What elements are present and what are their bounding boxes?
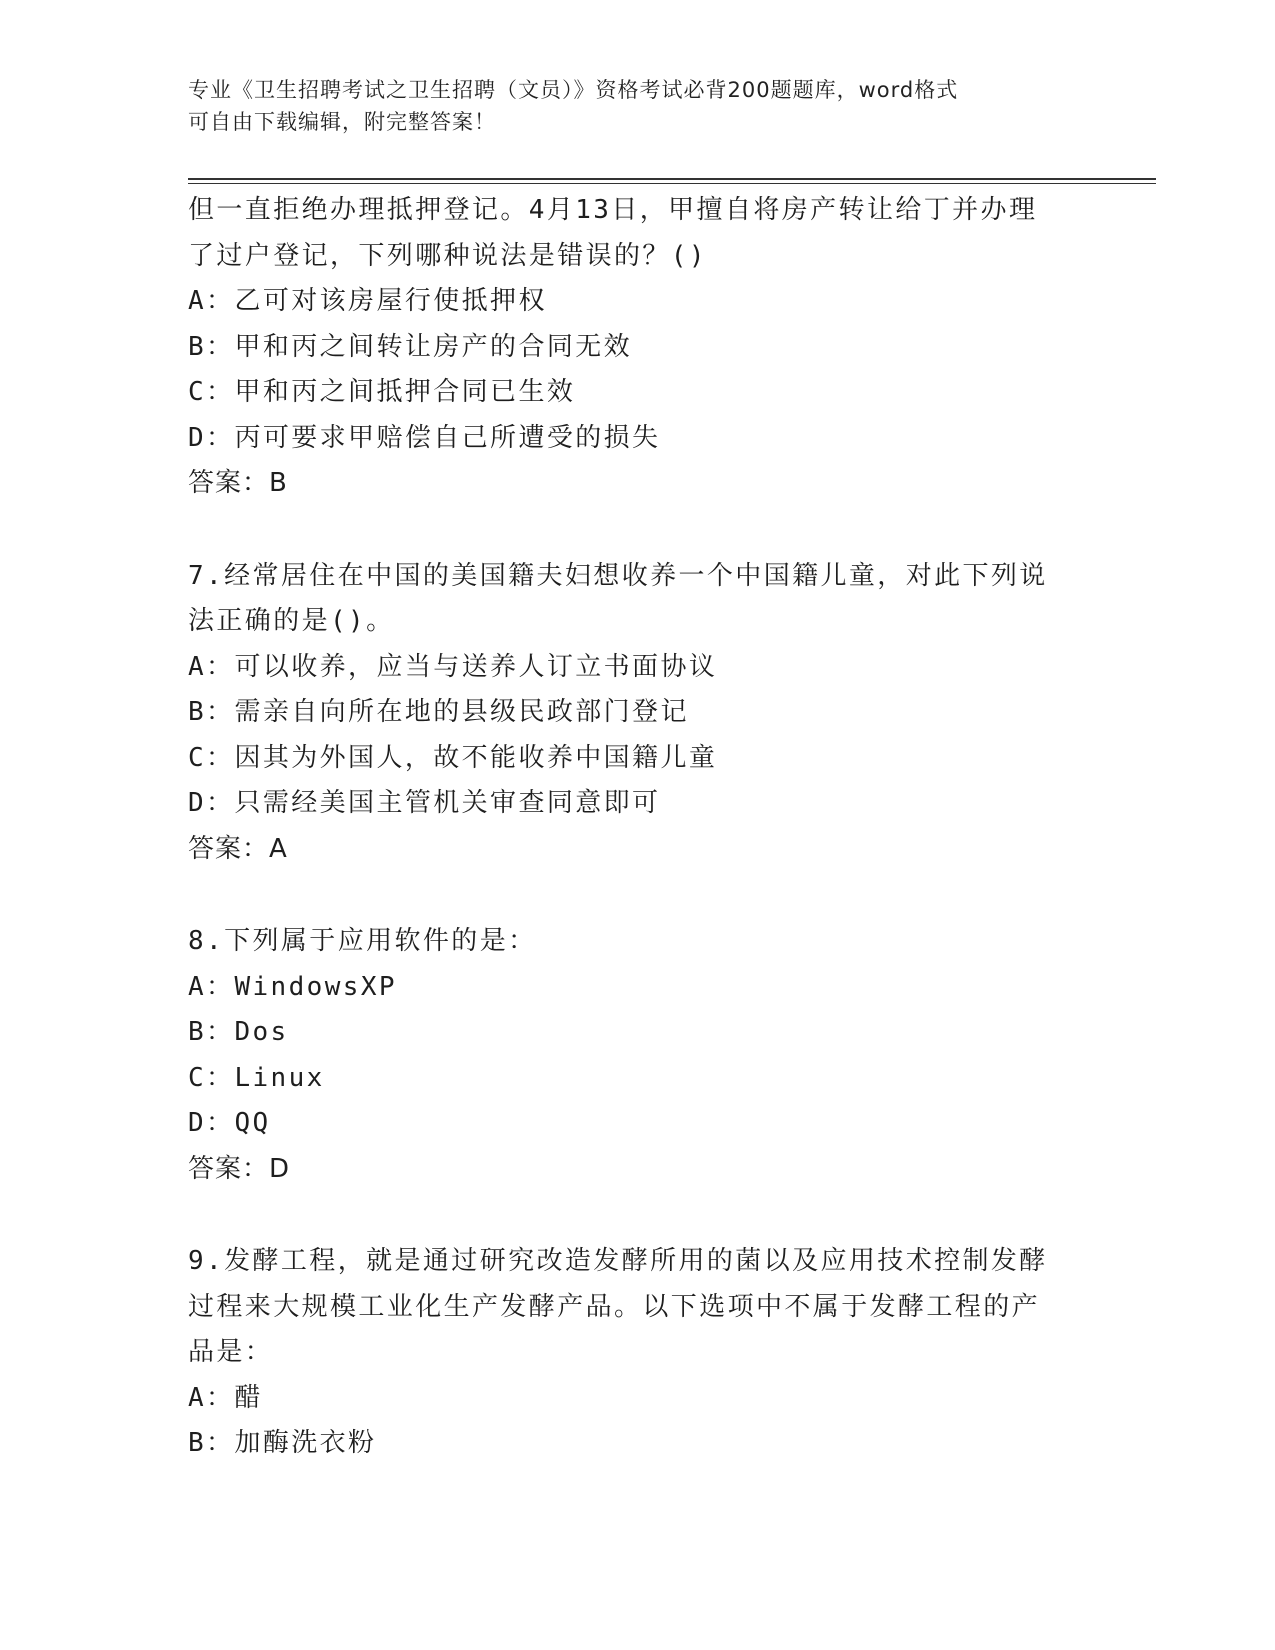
question-text-line: 品是： [188,1337,274,1367]
answer-label: 答案：D [188,1153,291,1184]
question-7 [188,554,1088,873]
answer-label: 答案：B [188,468,288,498]
option-c: C：甲和丙之间抵押合同已生效 [188,377,576,407]
question-gap [188,507,1088,554]
question-gap [188,872,1088,919]
question-list [188,188,1088,1467]
question-text-line: 8.下列属于应用软件的是： [188,926,537,956]
question-text-line: 9.发酵工程，就是通过研究改造发酵所用的菌以及应用技术控制发酵 [188,1246,1048,1276]
option-b: B：加酶洗衣粉 [188,1428,377,1458]
question-text-line: 过程来大规模工业化生产发酵产品。以下选项中不属于发酵工程的产 [188,1291,1041,1322]
option-a: A：醋 [188,1382,263,1413]
question-text-line: 但一直拒绝办理抵押登记。4月13日，甲擅自将房产转让给丁并办理 [188,195,1038,225]
header-title-line-1: 专业《卫生招聘考试之卫生招聘（文员）》资格考试必背200题题库，word格式 [188,78,959,102]
page-header [188,74,1068,138]
question-8 [188,919,1088,1192]
option-b: B：需亲自向所在地的县级民政部门登记 [188,697,689,727]
option-c: C：因其为外国人，故不能收养中国籍儿童 [188,742,718,773]
question-text-line: 7.经常居住在中国的美国籍夫妇想收养一个中国籍儿童，对此下列说 [188,560,1048,591]
header-divider [188,178,1156,184]
option-b: B：Dos [188,1017,289,1047]
question-6-continued [188,188,1088,507]
question-9 [188,1239,1088,1467]
option-d: D：丙可要求甲赔偿自己所遭受的损失 [188,422,661,453]
option-b: B：甲和丙之间转让房产的合同无效 [188,331,633,362]
option-c: C：Linux [188,1062,325,1093]
option-a: A：乙可对该房屋行使抵押权 [188,286,547,316]
option-a: A：可以收养，应当与送养人订立书面协议 [188,651,718,682]
option-d: D：QQ [188,1108,271,1138]
question-gap [188,1192,1088,1239]
option-a: A：WindowsXP [188,971,397,1002]
header-title-line-2: 可自由下载编辑，附完整答案！ [188,110,496,134]
option-d: D：只需经美国主管机关审查同意即可 [188,788,661,818]
question-text-line: 了过户登记，下列哪种说法是错误的？() [188,240,707,271]
answer-label: 答案：A [188,833,288,864]
question-text-line: 法正确的是()。 [188,606,395,636]
